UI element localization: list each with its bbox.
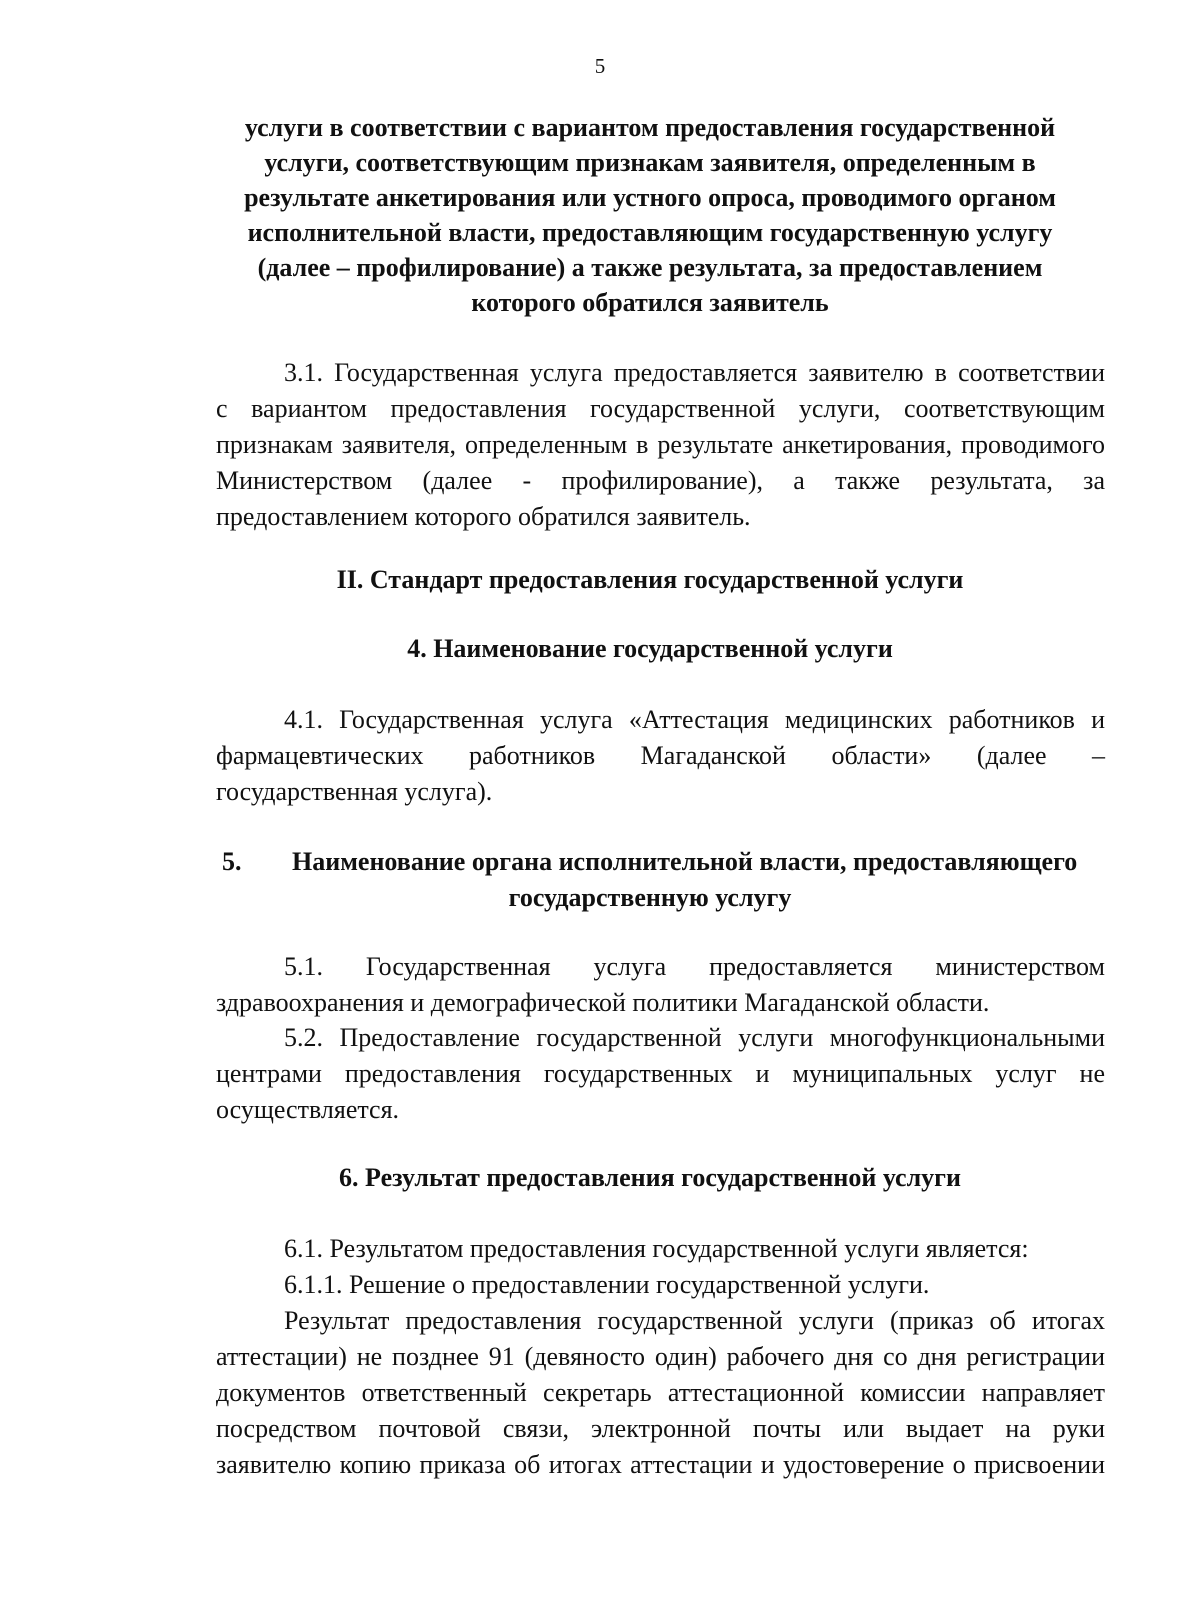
para-5-2-line-2: центрами предоставления государственных и муниципальных услуг не — [216, 1059, 1105, 1088]
heading-5-number: 5. — [222, 847, 242, 876]
para-3-1-line-2: с вариантом предоставления государственной услуги, соответствующим — [216, 394, 1105, 423]
para-5-1-line-1: 5.1. Государственная услуга предоставляется министерством — [284, 952, 1105, 981]
heading-6: 6. Результат предоставления государственной услуги — [339, 1163, 961, 1192]
para-5-2-line-1: 5.2. Предоставление государственной услуги многофункциональными — [284, 1023, 1105, 1052]
heading-3-line-3: результате анкетирования или устного опроса, проводимого органом — [244, 183, 1056, 212]
para-5-1-line-2: здравоохранения и демографической политики Магаданской области. — [216, 988, 990, 1017]
para-4-1-line-3: государственная услуга). — [216, 777, 493, 806]
para-result-line-2: аттестации) не позднее 91 (девяносто один) рабочего дня со дня регистрации — [216, 1342, 1105, 1371]
para-3-1-line-3: признакам заявителя, определенным в результате анкетирования, проводимого — [216, 430, 1105, 459]
para-5-2-line-3: осуществляется. — [216, 1095, 400, 1124]
page-number: 5 — [594, 54, 606, 78]
para-4-1-line-2: фармацевтических работников Магаданской области» (далее – — [216, 741, 1105, 770]
para-3-1-line-5: предоставлением которого обратился заявитель. — [216, 502, 751, 531]
para-6-1-1: 6.1.1. Решение о предоставлении государственной услуги. — [284, 1270, 930, 1299]
heading-3-line-1: услуги в соответствии с вариантом предоставления государственной — [244, 113, 1056, 142]
para-3-1-line-1: 3.1. Государственная услуга предоставляется заявителю в соответствии — [284, 358, 1105, 387]
heading-5-line-1: Наименование органа исполнительной власти, предоставляющего — [292, 847, 1078, 876]
heading-3-line-5: (далее – профилирование) а также результата, за предоставлением — [257, 253, 1043, 282]
para-result-line-4: посредством почтовой связи, электронной почты или выдает на руки — [216, 1414, 1105, 1443]
heading-5-line-2: государственную услугу — [508, 883, 792, 912]
para-4-1-line-1: 4.1. Государственная услуга «Аттестация медицинских работников и — [284, 705, 1105, 734]
heading-3-line-2: услуги, соответствующим признакам заявителя, определенным в — [264, 148, 1036, 177]
heading-4: 4. Наименование государственной услуги — [407, 634, 893, 663]
section-2-title: II. Стандарт предоставления государственной услуги — [336, 565, 964, 594]
heading-3-line-6: которого обратился заявитель — [471, 288, 829, 317]
para-6-1: 6.1. Результатом предоставления государственной услуги является: — [284, 1234, 1029, 1263]
heading-3-line-4: исполнительной власти, предоставляющим государственную услугу — [247, 218, 1053, 247]
para-3-1-line-4: Министерством (далее - профилирование), а также результата, за — [216, 466, 1105, 495]
para-result-line-5: заявителю копию приказа об итогах аттестации и удостоверение о присвоении — [216, 1450, 1105, 1479]
para-result-line-1: Результат предоставления государственной услуги (приказ об итогах — [284, 1306, 1105, 1335]
para-result-line-3: документов ответственный секретарь аттестационной комиссии направляет — [216, 1378, 1105, 1407]
